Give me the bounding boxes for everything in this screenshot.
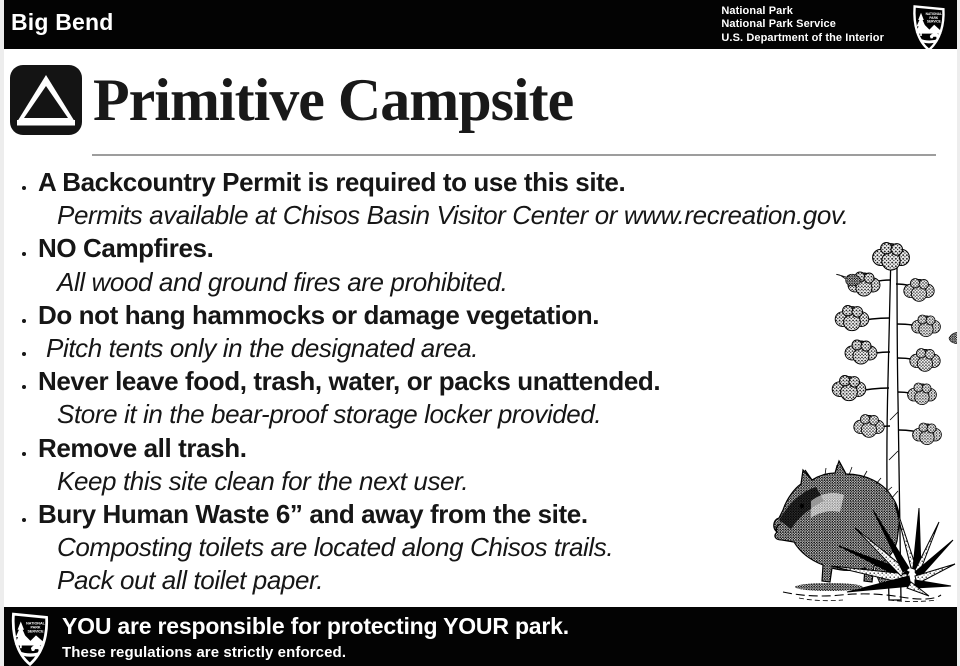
nps-arrowhead-logo-footer <box>7 611 53 666</box>
footer-bar <box>0 607 960 666</box>
footer-headline: YOU are responsible for protecting YOUR park. <box>62 613 569 639</box>
rule-heading: NO Campfires. <box>0 232 960 265</box>
title-divider-rule <box>92 154 936 156</box>
park-name: Big Bend <box>11 9 114 35</box>
footer-subline: These regulations are strictly enforced. <box>62 644 347 661</box>
tent-campsite-icon <box>10 65 82 135</box>
top-header-bar <box>0 0 960 49</box>
rule-detail: Composting toilets are located along Chisos trails. <box>57 532 614 563</box>
page-title: Primitive Campsite <box>93 67 574 133</box>
rule-detail: Permits available at Chisos Basin Visitor Center or www.recreation.gov. <box>57 200 849 231</box>
rule-detail: Store it in the bear-proof storage locker provided. <box>57 399 602 430</box>
rule-heading: A Backcountry Permit is required to use this site. <box>0 166 960 199</box>
rule-heading: Bury Human Waste 6” and away from the site. <box>0 498 960 531</box>
rule-heading: Never leave food, trash, water, or packs unattended. <box>0 365 960 398</box>
rule-heading: Remove all trash. <box>0 432 960 465</box>
rule-heading: Do not hang hammocks or damage vegetation. <box>0 299 960 332</box>
agency-line: National Park <box>721 5 793 17</box>
agency-line: National Park Service <box>721 18 836 31</box>
rules-list <box>0 166 960 597</box>
rule-detail: Pack out all toilet paper. <box>57 565 324 596</box>
rule-detail: All wood and ground fires are prohibited. <box>57 266 508 297</box>
rule-detail: Pitch tents only in the designated area. <box>0 332 960 365</box>
agency-identifier <box>721 5 884 45</box>
left-edge-border <box>0 0 4 666</box>
nps-arrowhead-logo <box>909 3 949 53</box>
rule-detail: Keep this site clean for the next user. <box>57 465 469 496</box>
agency-line: U.S. Department of the Interior <box>721 31 884 44</box>
